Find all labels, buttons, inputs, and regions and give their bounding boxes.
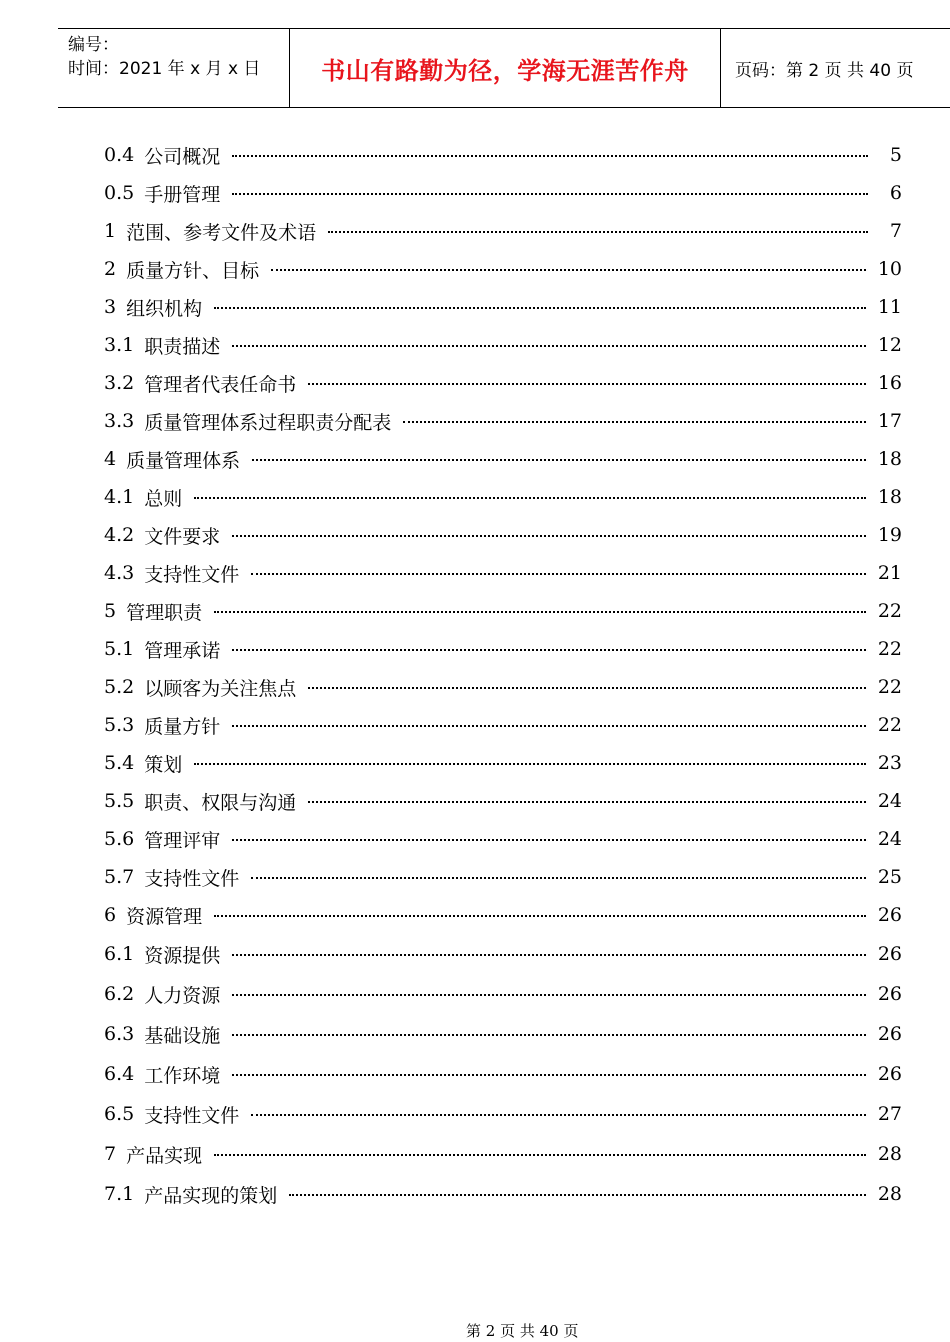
toc-dot-leader (308, 687, 866, 689)
toc-entry-number: 3.1 (104, 334, 135, 356)
toc-entry[interactable] (104, 706, 902, 744)
toc-entry-page: 28 (877, 1143, 902, 1165)
toc-entry-title: 资源提供 (144, 944, 221, 967)
toc-dot-leader (232, 839, 866, 841)
toc-dot-leader (232, 649, 866, 651)
toc-entry-page: 24 (877, 828, 902, 850)
toc-entry[interactable] (104, 820, 902, 858)
toc-dot-leader (214, 307, 866, 309)
toc-entry[interactable] (104, 326, 902, 364)
header-info-cell (58, 29, 290, 107)
toc-entry-title: 手册管理 (144, 183, 221, 206)
toc-entry-page: 24 (877, 790, 902, 812)
toc-entry-page: 10 (877, 258, 902, 280)
toc-entry-title: 管理评审 (144, 829, 221, 852)
toc-entry-page: 26 (877, 904, 902, 926)
toc-entry-page: 26 (877, 1063, 902, 1085)
toc-entry-title: 工作环境 (144, 1064, 221, 1087)
toc-entry-number: 0.5 (104, 182, 135, 204)
toc-entry-title: 管理者代表任命书 (144, 373, 297, 396)
toc-entry[interactable] (104, 1174, 902, 1214)
toc-dot-leader (232, 155, 868, 157)
toc-dot-leader (232, 954, 866, 956)
header-time: 时间：2021 年 x 月 x 日 (68, 59, 261, 79)
toc-dot-leader (214, 611, 866, 613)
toc-entry-page: 28 (877, 1183, 902, 1205)
toc-entry-title: 质量管理体系 (126, 449, 241, 472)
toc-entry-page: 22 (877, 714, 902, 736)
toc-entry-title: 资源管理 (126, 905, 203, 928)
toc-entry-number: 7 (104, 1143, 117, 1165)
toc-dot-leader (232, 725, 866, 727)
toc-entry-title: 产品实现 (126, 1144, 203, 1167)
toc-entry-page: 22 (877, 600, 902, 622)
toc-entry-title: 人力资源 (144, 984, 221, 1007)
toc-entry[interactable] (104, 440, 902, 478)
toc-entry-number: 3 (104, 296, 117, 318)
toc-entry-title: 公司概况 (144, 145, 221, 168)
toc-dot-leader (194, 763, 866, 765)
toc-dot-leader (214, 1154, 866, 1156)
toc-dot-leader (251, 877, 866, 879)
toc-entry-title: 总则 (144, 487, 183, 510)
toc-dot-leader (252, 459, 866, 461)
toc-entry-page: 17 (877, 410, 902, 432)
toc-entry[interactable] (104, 174, 902, 212)
toc-entry[interactable] (104, 1094, 902, 1134)
toc-entry[interactable] (104, 554, 902, 592)
toc-entry[interactable] (104, 1014, 902, 1054)
toc-entry-number: 0.4 (104, 144, 135, 166)
toc-entry-number: 6.2 (104, 983, 135, 1005)
header-motto-cell (290, 29, 721, 107)
toc-entry[interactable] (104, 630, 902, 668)
header-page-cell (721, 29, 950, 107)
toc-entry[interactable] (104, 364, 902, 402)
toc-dot-leader (403, 421, 866, 423)
toc-dot-leader (194, 497, 866, 499)
toc-entry-title: 以顾客为关注焦点 (144, 677, 297, 700)
toc-entry-page: 26 (877, 983, 902, 1005)
table-of-contents (104, 136, 902, 1214)
toc-entry-number: 6.3 (104, 1023, 135, 1045)
toc-entry-number: 7.1 (104, 1183, 135, 1205)
toc-dot-leader (308, 801, 866, 803)
toc-entry-page: 22 (877, 676, 902, 698)
toc-entry-page: 18 (877, 486, 902, 508)
header-motto: 书山有路勤为径，学海无涯苦作舟 (321, 55, 689, 85)
toc-entry[interactable] (104, 516, 902, 554)
toc-entry-title: 支持性文件 (144, 867, 240, 890)
toc-entry-number: 6 (104, 904, 117, 926)
header-code-label: 编号： (68, 35, 119, 55)
toc-dot-leader (232, 994, 866, 996)
page-header (58, 28, 950, 108)
toc-entry-number: 6.5 (104, 1103, 135, 1125)
toc-entry[interactable] (104, 402, 902, 440)
toc-entry-title: 策划 (144, 753, 183, 776)
toc-entry[interactable] (104, 1054, 902, 1094)
toc-entry-number: 5.3 (104, 714, 135, 736)
header-page-number: 页码：第 2 页 共 40 页 (735, 60, 914, 81)
toc-entry-title: 范围、参考文件及术语 (126, 221, 317, 244)
toc-entry-number: 5.7 (104, 866, 135, 888)
toc-entry[interactable] (104, 858, 902, 896)
toc-entry-page: 19 (877, 524, 902, 546)
toc-entry[interactable] (104, 478, 902, 516)
toc-entry-title: 管理承诺 (144, 639, 221, 662)
toc-entry-number: 5.1 (104, 638, 135, 660)
toc-entry-title: 组织机构 (126, 297, 203, 320)
toc-entry-number: 6.1 (104, 943, 135, 965)
toc-entry-number: 3.3 (104, 410, 135, 432)
toc-entry-number: 5.5 (104, 790, 135, 812)
toc-dot-leader (289, 1194, 866, 1196)
toc-entry-number: 5.4 (104, 752, 135, 774)
toc-entry-title: 产品实现的策划 (144, 1184, 278, 1207)
toc-entry-number: 4.2 (104, 524, 135, 546)
toc-entry-page: 23 (877, 752, 902, 774)
toc-entry-page: 6 (889, 182, 902, 204)
toc-entry-number: 5.6 (104, 828, 135, 850)
toc-entry-page: 26 (877, 1023, 902, 1045)
toc-entry[interactable] (104, 896, 902, 934)
toc-entry[interactable] (104, 974, 902, 1014)
toc-entry[interactable] (104, 1134, 902, 1174)
toc-entry-page: 22 (877, 638, 902, 660)
toc-entry-number: 5 (104, 600, 117, 622)
toc-entry-page: 5 (889, 144, 902, 166)
toc-entry[interactable] (104, 934, 902, 974)
toc-entry-title: 基础设施 (144, 1024, 221, 1047)
toc-entry-page: 26 (877, 943, 902, 965)
toc-entry[interactable] (104, 250, 902, 288)
toc-entry-title: 支持性文件 (144, 1104, 240, 1127)
toc-dot-leader (251, 573, 866, 575)
toc-entry-title: 质量方针、目标 (126, 259, 260, 282)
toc-entry[interactable] (104, 668, 902, 706)
toc-entry-number: 6.4 (104, 1063, 135, 1085)
toc-entry-title: 质量方针 (144, 715, 221, 738)
toc-entry-number: 4 (104, 448, 117, 470)
toc-dot-leader (251, 1114, 866, 1116)
toc-dot-leader (232, 345, 866, 347)
toc-entry[interactable] (104, 782, 902, 820)
toc-entry-number: 2 (104, 258, 117, 280)
toc-entry-number: 1 (104, 220, 117, 242)
toc-dot-leader (232, 193, 868, 195)
toc-entry-page: 27 (877, 1103, 902, 1125)
toc-dot-leader (308, 383, 866, 385)
toc-dot-leader (271, 269, 866, 271)
toc-entry-title: 支持性文件 (144, 563, 240, 586)
toc-dot-leader (328, 231, 868, 233)
toc-entry-page: 25 (877, 866, 902, 888)
toc-entry-title: 管理职责 (126, 601, 203, 624)
toc-entry[interactable] (104, 288, 902, 326)
page-footer: 第 2 页 共 40 页 (466, 1322, 579, 1340)
toc-entry[interactable] (104, 592, 902, 630)
toc-entry-page: 12 (877, 334, 902, 356)
toc-dot-leader (232, 1074, 866, 1076)
toc-dot-leader (214, 915, 866, 917)
toc-entry-page: 18 (877, 448, 902, 470)
toc-entry[interactable] (104, 136, 902, 174)
toc-entry-title: 文件要求 (144, 525, 221, 548)
toc-entry-number: 4.3 (104, 562, 135, 584)
toc-entry[interactable] (104, 744, 902, 782)
toc-entry-number: 3.2 (104, 372, 135, 394)
toc-entry[interactable] (104, 212, 902, 250)
toc-dot-leader (232, 1034, 866, 1036)
toc-entry-number: 4.1 (104, 486, 135, 508)
toc-entry-number: 5.2 (104, 676, 135, 698)
toc-entry-page: 21 (877, 562, 902, 584)
toc-entry-page: 7 (889, 220, 902, 242)
toc-dot-leader (232, 535, 866, 537)
toc-entry-title: 职责描述 (144, 335, 221, 358)
toc-entry-page: 16 (877, 372, 902, 394)
toc-entry-page: 11 (877, 296, 902, 318)
toc-entry-title: 职责、权限与沟通 (144, 791, 297, 814)
toc-entry-title: 质量管理体系过程职责分配表 (144, 411, 392, 434)
